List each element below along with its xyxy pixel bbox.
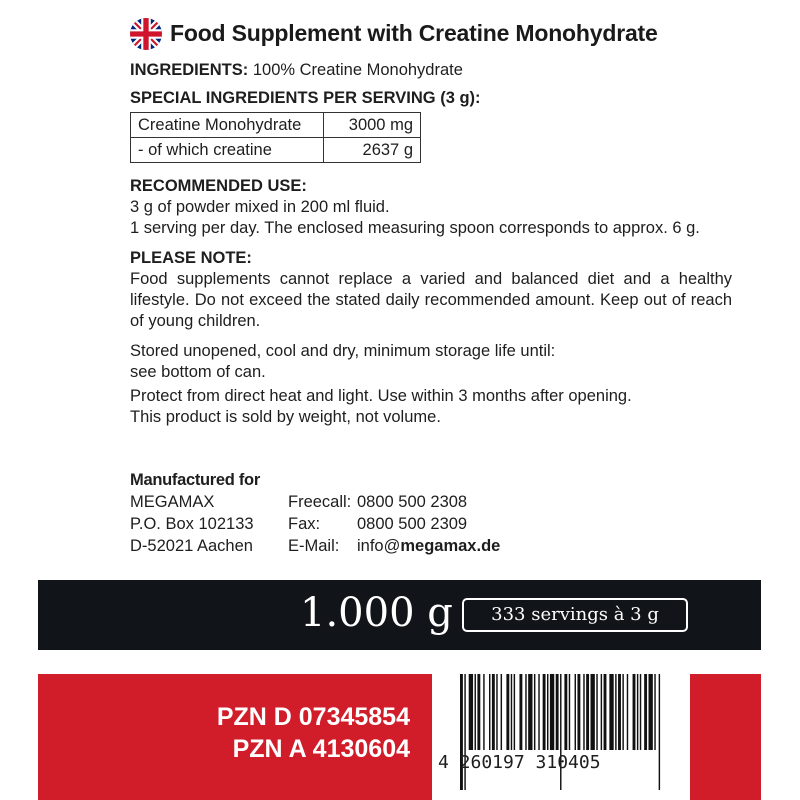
barcode-bar [601, 674, 602, 750]
barcode-bar [506, 674, 509, 750]
barcode-bar [659, 674, 660, 790]
barcode-bar [596, 674, 597, 750]
pzn-code: PZN A 4130604 [232, 735, 410, 763]
barcode-bar [538, 674, 539, 750]
address-line: MEGAMAX [130, 493, 215, 511]
barcode-bar [501, 674, 502, 750]
net-weight: 1.000 g [300, 590, 453, 636]
uk-flag-icon [130, 18, 162, 50]
barcode-bar [604, 674, 607, 750]
barcode-bar [637, 674, 638, 750]
contact-label: E-Mail: [288, 537, 340, 555]
barcode-bar [550, 674, 554, 750]
barcode-bar [569, 674, 570, 750]
barcode-bar [547, 674, 548, 750]
barcode-bar [564, 674, 567, 750]
barcode-bar [519, 674, 522, 750]
barcode-bar [534, 674, 535, 750]
barcode-bar [525, 674, 526, 750]
table-cell-name: - of which creatine [131, 138, 324, 163]
barcode-bar [577, 674, 580, 750]
email-prefix: info@ [357, 537, 401, 555]
protect-line: This product is sold by weight, not volume. [130, 408, 441, 426]
special-ingredients-heading: SPECIAL INGREDIENTS PER SERVING (3 g): [130, 89, 481, 107]
address-line: D-52021 Aachen [130, 537, 253, 555]
recommended-heading: RECOMMENDED USE: [130, 177, 307, 195]
barcode-icon [432, 674, 690, 800]
table-cell-value: 2637 g [324, 138, 421, 163]
recommended-line: 3 g of powder mixed in 200 ml fluid. [130, 198, 390, 216]
barcode-bar [492, 674, 495, 750]
barcode-bar [609, 674, 613, 750]
barcode-bar [654, 674, 655, 750]
note-heading: PLEASE NOTE: [130, 249, 252, 267]
storage-line: Stored unopened, cool and dry, minimum storage life until: [130, 342, 556, 360]
fax-number: 0800 500 2309 [357, 515, 468, 533]
table-row [131, 113, 421, 138]
recommended-line: 1 serving per day. The enclosed measuring spoon corresponds to approx. 6 g. [130, 219, 700, 237]
barcode-bar [622, 674, 623, 750]
barcode-bar [633, 674, 636, 750]
barcode-bar [543, 674, 546, 750]
pzn-code: PZN D 07345854 [216, 703, 410, 731]
barcode [432, 674, 690, 800]
red-panel-right [690, 674, 761, 800]
barcode-bar [618, 674, 621, 750]
phone-number: 0800 500 2308 [357, 493, 468, 511]
barcode-bar [591, 674, 595, 750]
email-address [357, 536, 500, 557]
barcode-bar [586, 674, 589, 750]
table-cell-value: 3000 mg [324, 113, 421, 138]
protect-line: Protect from direct heat and light. Use within 3 months after opening. [130, 387, 632, 405]
barcode-bar [615, 674, 616, 750]
barcode-bar [469, 674, 473, 750]
ingredients-label: INGREDIENTS: [130, 61, 249, 79]
barcode-bar [483, 674, 484, 750]
barcode-bar [477, 674, 480, 750]
barcode-bar [644, 674, 647, 750]
ingredients-line [130, 60, 463, 81]
page-title: Food Supplement with Creatine Monohydrate [170, 20, 658, 46]
email-domain: megamax.de [400, 537, 501, 555]
barcode-bar [556, 674, 559, 750]
barcode-bar [511, 674, 512, 750]
barcode-bar [514, 674, 515, 750]
contact-label: Freecall: [288, 493, 352, 511]
barcode-bar [583, 674, 584, 750]
ingredients-table [130, 112, 421, 163]
storage-line: see bottom of can. [130, 363, 266, 381]
barcode-bar [496, 674, 497, 750]
barcode-bar [575, 674, 576, 750]
barcode-bar [649, 674, 653, 750]
barcode-digits: 4 260197 310405 [438, 752, 601, 773]
table-row [131, 138, 421, 163]
table-cell-name: Creatine Monohydrate [131, 113, 324, 138]
note-paragraph: Food supplements cannot replace a varied and balanced diet and a healthy lifestyle. Do not exceed the stated daily recommended amount. Keep out of reach of young children. [130, 270, 732, 330]
address-line: P.O. Box 102133 [130, 515, 254, 533]
ingredients-text: 100% Creatine Monohydrate [252, 61, 463, 79]
manufacturer-heading: Manufactured for [130, 471, 260, 489]
barcode-bar [640, 674, 641, 750]
servings-badge: 333 servings à 3 g [462, 598, 688, 632]
contact-label: Fax: [288, 515, 321, 533]
barcode-bar [475, 674, 476, 750]
barcode-bar [489, 674, 490, 750]
barcode-bar [528, 674, 532, 750]
barcode-bar [627, 674, 628, 750]
